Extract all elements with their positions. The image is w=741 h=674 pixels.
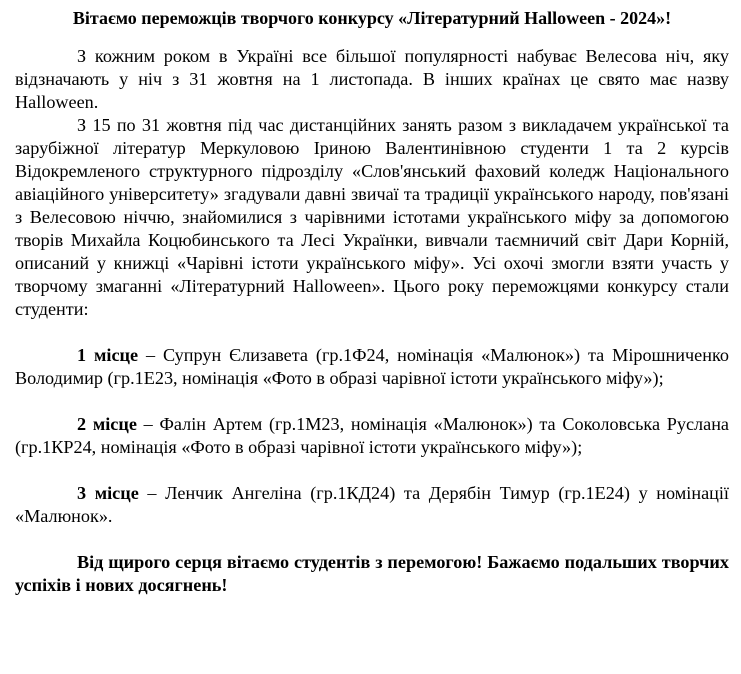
closing-congratulation: Від щирого серця вітаємо студентів з перемогою! Бажаємо подальших творчих успіхів і нових досягнень!: [15, 552, 729, 595]
winner-third-place: [15, 482, 729, 528]
place-label: 2 місце: [77, 414, 137, 434]
intro-paragraph-2: З 15 по 31 жовтня під час дистанційних занять разом з викладачем української та зарубіжної літератур Меркуловою Іриною Валентинівною студенти 1 та 2 курсів Відокремленого структурного підрозділу «Слов'янський фаховий коледж Національного авіаційного університету» згадували давні звичаї та традиції українського народу, пов'язані з Велесовою ніччю, знайомилися з чарівними істотами українського міфу за допомогою творів Михайла Коцюбинського та Лесі Українки, вивчали таємничий світ Дари Корній, описаний у книжці «Чарівні істоти українського міфу». Усі охочі змогли взяти участь у творчому змаганні «Літературний Halloween». Цього року переможцями конкурсу стали студенти:: [15, 115, 729, 319]
winner-second-place: [15, 413, 729, 459]
intro-paragraph-1: З кожним роком в Україні все більшої популярності набуває Велесова ніч, яку відзначають у ніч з 31 жовтня на 1 листопада. В інших країнах це свято має назву Halloween.: [15, 46, 729, 112]
spacer: [15, 321, 729, 344]
winner-text: – Ленчик Ангеліна (гр.1КД24) та Дерябін Тимур (гр.1Е24) у номінації «Малюнок».: [15, 483, 729, 526]
page-title: Вітаємо переможців творчого конкурсу «Літературний Halloween - 2024»!: [72, 8, 672, 28]
winner-first-place: [15, 344, 729, 390]
spacer: [15, 528, 729, 551]
spacer: [15, 459, 729, 482]
place-label: 3 місце: [77, 483, 139, 503]
winner-text: – Супрун Єлизавета (гр.1Ф24, номінація «Малюнок») та Мірошниченко Володимир (гр.1Е23, номінація «Фото в образі чарівної істоти українського міфу»);: [15, 345, 729, 388]
winner-text: – Фалін Артем (гр.1М23, номінація «Малюнок») та Соколовська Руслана (гр.1КР24, номінація «Фото в образі чарівної істоти українського міфу»);: [15, 414, 729, 457]
place-label: 1 місце: [77, 345, 139, 365]
spacer: [15, 390, 729, 413]
